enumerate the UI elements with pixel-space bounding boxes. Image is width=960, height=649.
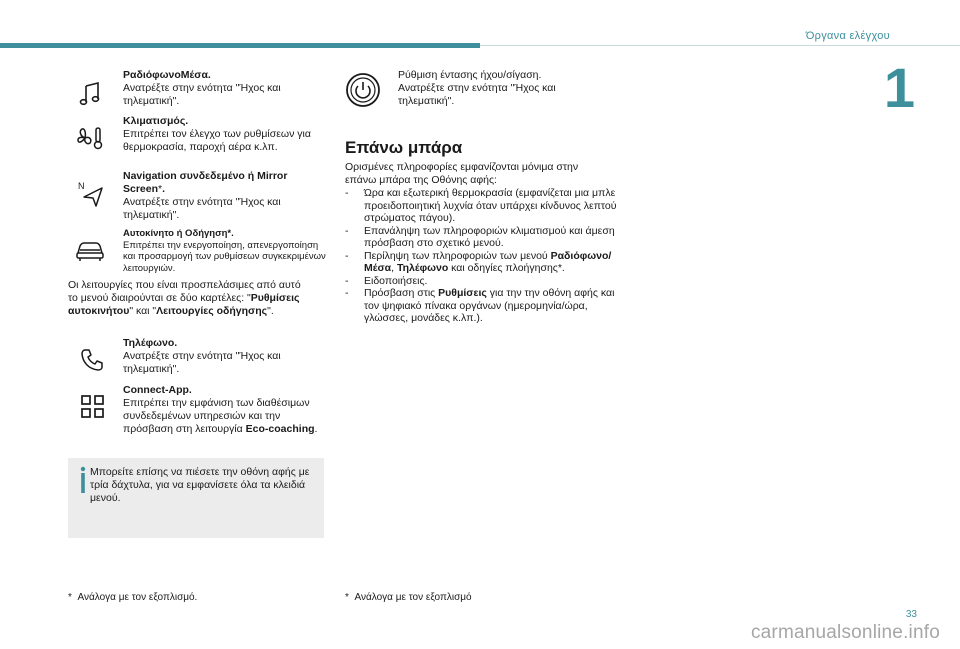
tabs-paragraph: Οι λειτουργίες που είναι προσπελάσιμες από αυτό το μενού διαιρούνται σε δύο καρτέλες: "Ρυθμίσεις αυτοκινήτου" και "Λειτουργίες οδήγησης".	[68, 279, 301, 317]
header-accent-bar	[0, 43, 480, 48]
entry-radio-media	[123, 69, 333, 108]
entry-text: Ανατρέξτε στην ενότητα "Ήχος και τηλεματική".	[123, 82, 281, 107]
entry-title: Connect-App.	[123, 384, 192, 396]
entry-phone	[123, 337, 333, 376]
apps-grid-icon	[80, 394, 106, 420]
section-title: Επάνω μπάρα	[345, 138, 463, 157]
chapter-number: 1	[883, 56, 915, 119]
power-volume-icon	[345, 72, 381, 108]
climate-fan-icon	[76, 124, 106, 152]
upper-bar-list	[345, 187, 625, 325]
entry-text: Ανατρέξτε στην ενότητα "Ήχος και τηλεματική".	[123, 350, 281, 375]
entry-navigation	[123, 170, 323, 222]
entry-title: Αυτοκίνητο ή Οδήγηση*.	[123, 228, 234, 239]
note-text: Μπορείτε επίσης να πιέσετε την οθόνη αφής με τρία δάχτυλα, για να εμφανίσετε όλα τα κλειδιά μενού.	[90, 466, 310, 504]
entry-title: ΡαδιόφωνοΜέσα.	[123, 69, 211, 81]
info-note	[68, 458, 324, 538]
entry-text: Επιτρέπει την εμφάνιση των διαθέσιμων συνδεδεμένων υπηρεσιών και την πρόσβαση στη λειτουργία Eco-coaching.	[123, 397, 318, 435]
footnote-right: * Ανάλογα με τον εξοπλισμό	[345, 592, 472, 603]
chapter-title: Όργανα ελέγχου	[805, 30, 890, 42]
header-thin-line	[480, 45, 960, 46]
music-note-icon	[76, 80, 104, 108]
list-item: - Ειδοποιήσεις.	[345, 275, 625, 288]
entry-title: Κλιματισμός.	[123, 115, 189, 127]
page-number: 33	[905, 609, 917, 620]
car-icon	[74, 236, 106, 264]
entry-text: Επιτρέπει την ενεργοποίηση, απενεργοποίηση και προσαρμογή των ρυθμίσεων συγκεκριμένων λειτουργιών.	[123, 239, 326, 274]
section-intro: Ορισμένες πληροφορίες εμφανίζονται μόνιμα στην επάνω μπάρα της Οθόνης αφής:	[345, 161, 579, 186]
entry-title: Τηλέφωνο.	[123, 337, 178, 349]
footnote-left: * Ανάλογα με τον εξοπλισμό.	[68, 592, 198, 603]
entry-volume	[398, 69, 573, 108]
watermark-link[interactable]: carmanualsonline.info	[750, 622, 940, 643]
entry-text: Ρύθμιση έντασης ήχου/σίγαση. Ανατρέξτε στην ενότητα "Ήχος και τηλεματική".	[398, 69, 556, 107]
info-icon	[78, 466, 88, 494]
svg-text:N: N	[78, 181, 85, 191]
list-item: - Πρόσβαση στις Ρυθμίσεις για την την οθόνη αφής και τον ψηφιακό πίνακα οργάνων (ημερομηνία/ώρα, γλώσσες, μονάδες κ.λπ.).	[345, 287, 625, 325]
entry-title: Navigation συνδεδεμένο ή Mirror Screen*.	[123, 170, 288, 195]
entry-climate	[123, 115, 333, 154]
entry-connect-app	[123, 384, 333, 436]
phone-icon	[78, 346, 106, 374]
navigation-arrow-icon	[78, 180, 106, 208]
list-item: - Επανάληψη των πληροφοριών κλιματισμού και άμεση πρόσβαση στο σχετικό μενού.	[345, 225, 625, 250]
entry-text: Επιτρέπει τον έλεγχο των ρυθμίσεων για θερμοκρασία, παροχή αέρα κ.λπ.	[123, 128, 311, 153]
list-item: - Περίληψη των πληροφοριών των μενού Ραδιόφωνο/Μέσα, Τηλέφωνο και οδηγίες πλοήγησης*.	[345, 250, 625, 275]
list-item: - Ώρα και εξωτερική θερμοκρασία (εμφανίζεται μια μπλε προειδοποιητική λυχνία όταν υπάρχει κίνδυνος λεπτού στρώματος πάγου).	[345, 187, 625, 225]
entry-vehicle	[123, 228, 333, 274]
entry-text: Ανατρέξτε στην ενότητα "Ήχος και τηλεματική".	[123, 196, 281, 221]
